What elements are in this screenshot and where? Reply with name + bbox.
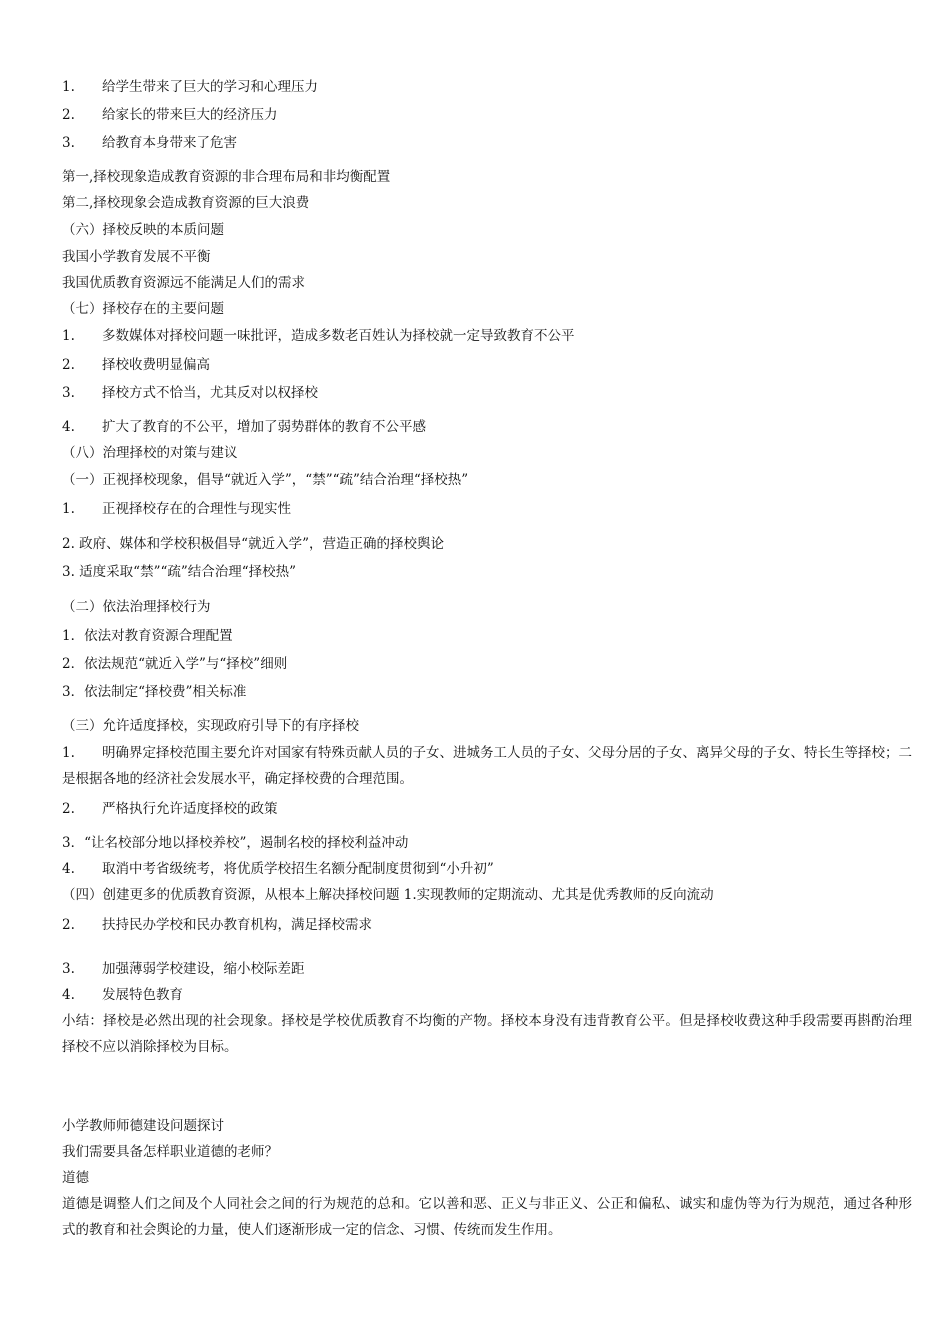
- list-number: 2.: [62, 357, 75, 373]
- page-title: 小学教师师德建设问题探讨: [62, 1118, 224, 1134]
- list-text: 多数媒体对择校问题一味批评，造成多数老百姓认为择校就一定导致教育不公平: [102, 328, 575, 344]
- list-text: 发展特色教育: [102, 987, 183, 1003]
- section-heading: （七）择校存在的主要问题: [62, 301, 224, 317]
- section-heading: （一）正视择校现象，倡导“就近入学”，“禁”“疏”结合治理“择校热”: [62, 472, 469, 488]
- paragraph: 我们需要具备怎样职业道德的老师？: [62, 1144, 278, 1160]
- list-item: 3．依法制定“择校费”相关标准: [62, 684, 247, 700]
- definition-paragraph: 道德是调整人们之间及个人同社会之间的行为规范的总和。它以善和恶、正义与非正义、公正和偏私、诚实和虚伪等为行为规范，通过各种形式的教育和社会舆论的力量，使人们逐渐形成一定的信念、习惯、传统而发生作用。: [62, 1196, 912, 1238]
- list-number: 4.: [62, 987, 75, 1003]
- section-heading: （八）治理择校的对策与建议: [62, 445, 238, 461]
- list-item: 2. 政府、媒体和学校积极倡导“就近入学”，营造正确的择校舆论: [62, 536, 444, 552]
- list-item: [62, 78, 912, 96]
- paragraph: 第二,择校现象会造成教育资源的巨大浪费: [62, 195, 310, 211]
- list-text: 严格执行允许适度择校的政策: [102, 801, 278, 817]
- list-item: [62, 418, 912, 436]
- list-number: 3.: [62, 385, 75, 401]
- list-number: 4.: [62, 419, 75, 435]
- list-number: 3.: [62, 135, 75, 151]
- section-heading: （四）创建更多的优质教育资源，从根本上解决择校问题 1.实现教师的定期流动、尤其是优秀教师的反向流动: [62, 887, 714, 903]
- paragraph: 我国优质教育资源远不能满足人们的需求: [62, 275, 305, 291]
- list-item: [62, 740, 912, 792]
- list-item: [62, 500, 912, 518]
- section-heading: （六）择校反映的本质问题: [62, 222, 224, 238]
- list-item: [62, 986, 912, 1004]
- list-number: 1.: [62, 79, 75, 95]
- list-item: 3．“让名校部分地以择校养校”，遏制名校的择校利益冲动: [62, 835, 409, 851]
- list-text: 择校收费明显偏高: [102, 357, 210, 373]
- list-item: [62, 134, 912, 152]
- list-text: 择校方式不恰当，尤其反对以权择校: [102, 385, 318, 401]
- paragraph: 第一,择校现象造成教育资源的非合理布局和非均衡配置: [62, 169, 391, 185]
- list-text: 正视择校存在的合理性与现实性: [102, 501, 291, 517]
- list-text: 扶持民办学校和民办教育机构，满足择校需求: [102, 917, 372, 933]
- list-number: 3.: [62, 961, 75, 977]
- section-heading: （二）依法治理择校行为: [62, 599, 211, 615]
- list-text: 给教育本身带来了危害: [102, 135, 237, 151]
- list-text: 给家长的带来巨大的经济压力: [102, 107, 278, 123]
- list-number: 4.: [62, 861, 75, 877]
- list-item: [62, 384, 912, 402]
- list-item: [62, 327, 912, 345]
- list-number: 2.: [62, 107, 75, 123]
- list-number: 2.: [62, 917, 75, 933]
- paragraph: 我国小学教育发展不平衡: [62, 249, 211, 265]
- section-heading: （三）允许适度择校，实现政府引导下的有序择校: [62, 718, 359, 734]
- list-item: [62, 800, 912, 818]
- list-item: [62, 860, 912, 878]
- list-text: 加强薄弱学校建设，缩小校际差距: [102, 961, 305, 977]
- list-text: 取消中考省级统考，将优质学校招生名额分配制度贯彻到“小升初”: [102, 861, 494, 877]
- list-text: 给学生带来了巨大的学习和心理压力: [102, 79, 318, 95]
- list-item: [62, 356, 912, 374]
- list-item: 1．依法对教育资源合理配置: [62, 628, 233, 644]
- summary-paragraph: 小结：择校是必然出现的社会现象。择校是学校优质教育不均衡的产物。择校本身没有违背教育公平。但是择校收费这种手段需要再斟酌治理择校不应以消除择校为目标。: [62, 1013, 912, 1055]
- list-number: 1.: [62, 745, 75, 761]
- list-item: 2．依法规范“就近入学”与“择校”细则: [62, 656, 288, 672]
- list-item: [62, 106, 912, 124]
- list-item: [62, 960, 912, 978]
- list-item: [62, 916, 912, 934]
- list-number: 2.: [62, 801, 75, 817]
- list-text: 明确界定择校范围主要允许对国家有特殊贡献人员的子女、进城务工人员的子女、父母分居的子女、离异父母的子女、特长生等择校；二是根据各地的经济社会发展水平，确定择校费的合理范围。: [62, 745, 912, 787]
- list-text: 扩大了教育的不公平，增加了弱势群体的教育不公平感: [102, 419, 426, 435]
- list-number: 1.: [62, 501, 75, 517]
- list-number: 1.: [62, 328, 75, 344]
- list-item: 3. 适度采取“禁”“疏”结合治理“择校热”: [62, 564, 297, 580]
- section-heading: 道德: [62, 1170, 89, 1186]
